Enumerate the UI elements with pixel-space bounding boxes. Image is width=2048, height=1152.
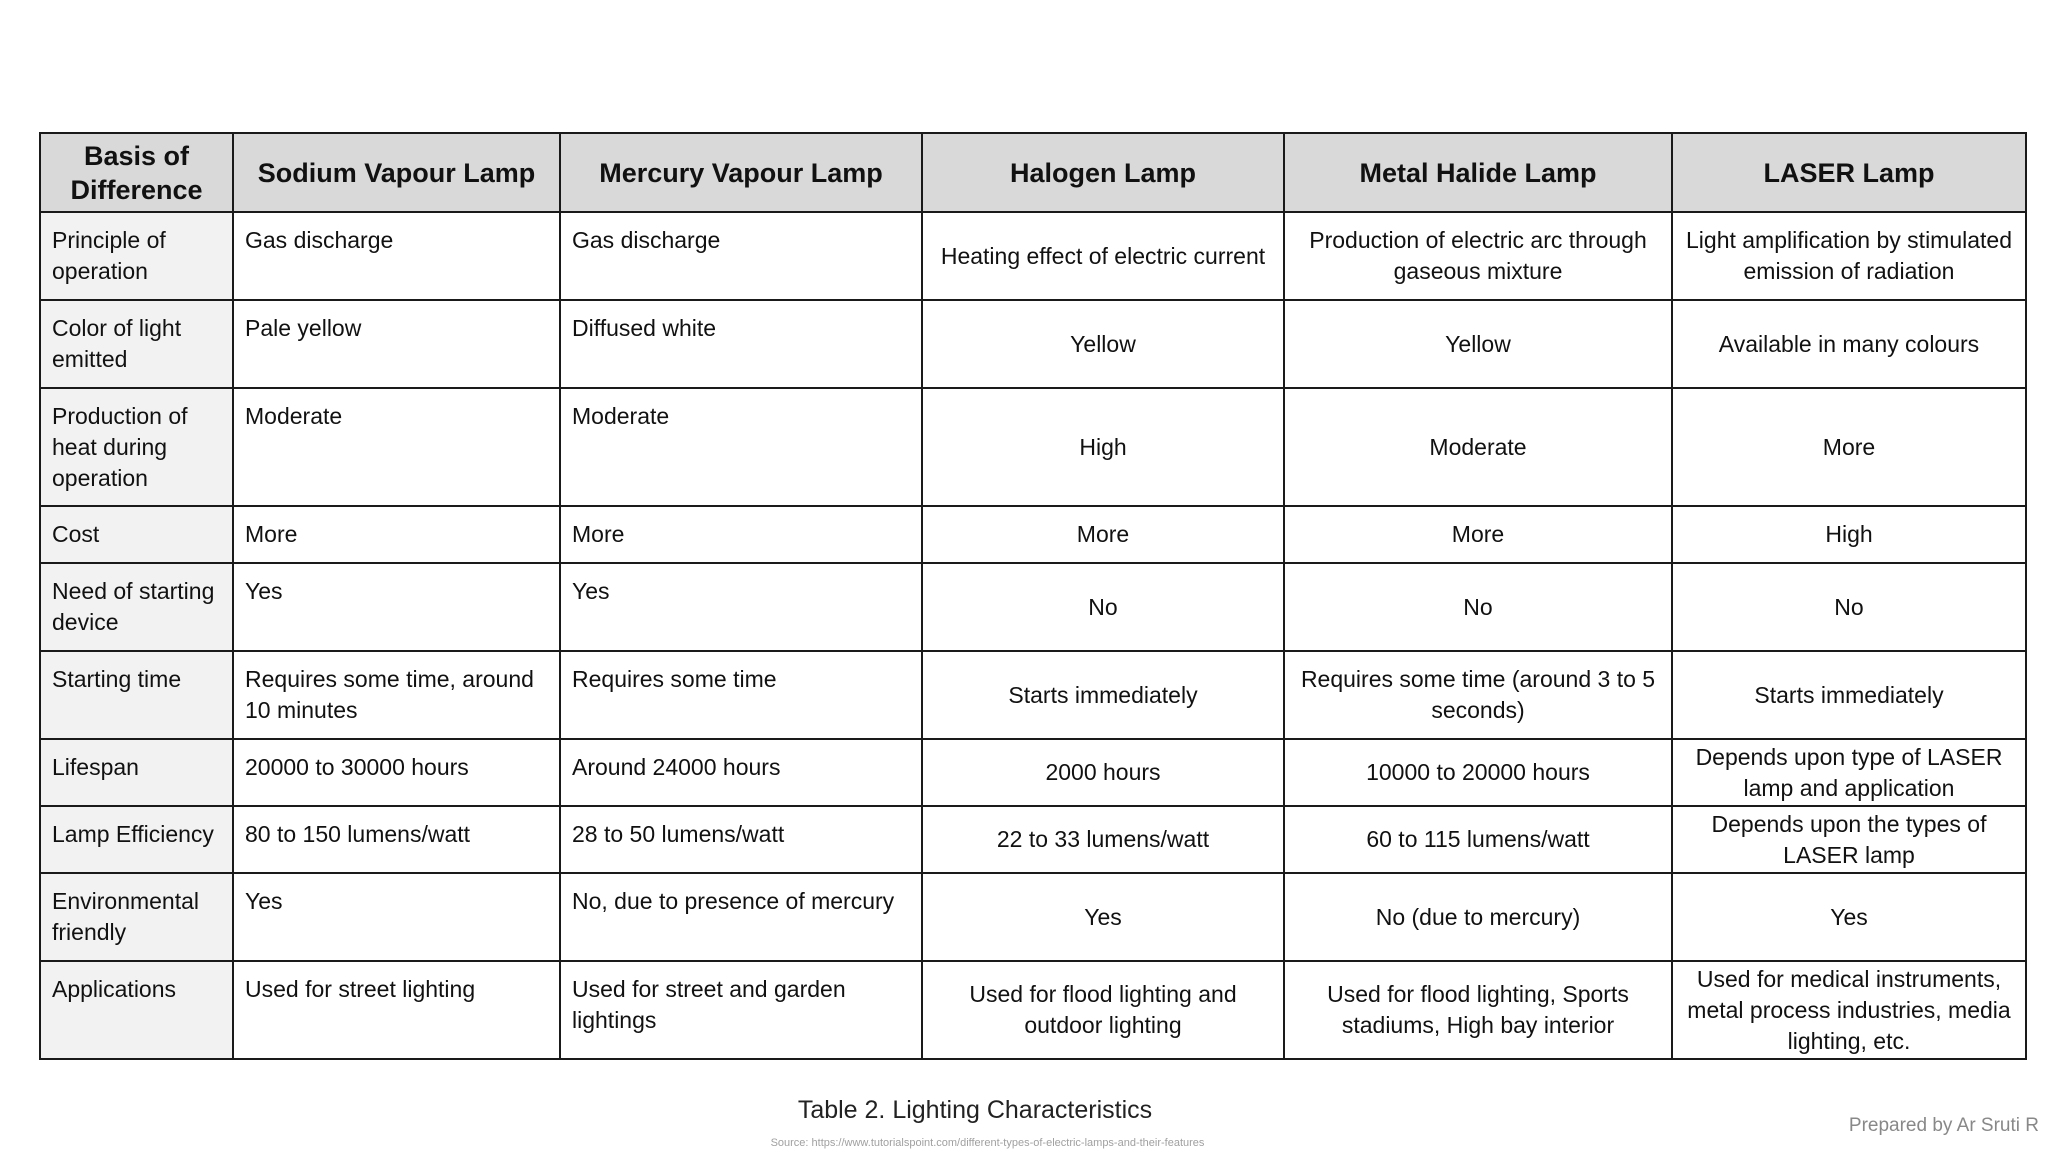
- row-label: Need of starting device: [40, 563, 233, 651]
- table-cell: No, due to presence of mercury: [560, 873, 922, 961]
- table-cell: More: [560, 506, 922, 563]
- table-cell: Yes: [233, 563, 560, 651]
- table-cell: No: [922, 563, 1284, 651]
- header-row: [40, 133, 2026, 212]
- table-cell: High: [922, 388, 1284, 506]
- table-cell: 28 to 50 lumens/watt: [560, 806, 922, 873]
- table-cell: Depends upon type of LASER lamp and application: [1672, 739, 2026, 806]
- table-cell: Used for flood lighting and outdoor lighting: [922, 961, 1284, 1059]
- table-row: [40, 506, 2026, 563]
- table-row: [40, 806, 2026, 873]
- table-cell: 20000 to 30000 hours: [233, 739, 560, 806]
- table-cell: Starts immediately: [922, 651, 1284, 739]
- table-cell: Diffused white: [560, 300, 922, 388]
- row-label: Lamp Efficiency: [40, 806, 233, 873]
- table-cell: Around 24000 hours: [560, 739, 922, 806]
- column-header: LASER Lamp: [1672, 133, 2026, 212]
- table-cell: 10000 to 20000 hours: [1284, 739, 1672, 806]
- table-cell: Yellow: [1284, 300, 1672, 388]
- column-header: Sodium Vapour Lamp: [233, 133, 560, 212]
- table-cell: Heating effect of electric current: [922, 212, 1284, 300]
- column-header: Basis of Difference: [40, 133, 233, 212]
- table-cell: Used for medical instruments, metal process industries, media lighting, etc.: [1672, 961, 2026, 1059]
- table-cell: Used for street and garden lightings: [560, 961, 922, 1059]
- table-caption: Table 2. Lighting Characteristics: [797, 1096, 1153, 1124]
- row-label: Production of heat during operation: [40, 388, 233, 506]
- table-cell: Requires some time, around 10 minutes: [233, 651, 560, 739]
- row-label: Starting time: [40, 651, 233, 739]
- table-cell: Starts immediately: [1672, 651, 2026, 739]
- source-note: Source: https://www.tutorialspoint.com/different-types-of-electric-lamps-and-their-features: [770, 1137, 1205, 1149]
- table-cell: Production of electric arc through gaseous mixture: [1284, 212, 1672, 300]
- table-row: [40, 388, 2026, 506]
- table-cell: Used for street lighting: [233, 961, 560, 1059]
- table-cell: No: [1284, 563, 1672, 651]
- table-row: [40, 212, 2026, 300]
- table-cell: Yes: [233, 873, 560, 961]
- table-row: [40, 651, 2026, 739]
- column-header: Metal Halide Lamp: [1284, 133, 1672, 212]
- row-label: Color of light emitted: [40, 300, 233, 388]
- author-credit: Prepared by Ar Sruti R: [1848, 1115, 2039, 1136]
- row-label: Applications: [40, 961, 233, 1059]
- table-row: [40, 873, 2026, 961]
- table-cell: Yes: [1672, 873, 2026, 961]
- column-header: Mercury Vapour Lamp: [560, 133, 922, 212]
- row-label: Lifespan: [40, 739, 233, 806]
- row-label: Environmental friendly: [40, 873, 233, 961]
- table-cell: Moderate: [233, 388, 560, 506]
- table-cell: Requires some time (around 3 to 5 seconds): [1284, 651, 1672, 739]
- table-body: [40, 212, 2026, 1059]
- table-cell: Light amplification by stimulated emission of radiation: [1672, 212, 2026, 300]
- table-row: [40, 300, 2026, 388]
- table-cell: High: [1672, 506, 2026, 563]
- table-cell: Pale yellow: [233, 300, 560, 388]
- column-header: Halogen Lamp: [922, 133, 1284, 212]
- table-cell: More: [922, 506, 1284, 563]
- table-cell: Requires some time: [560, 651, 922, 739]
- table-cell: More: [1284, 506, 1672, 563]
- table-cell: Yes: [560, 563, 922, 651]
- table-cell: Yes: [922, 873, 1284, 961]
- table-cell: 22 to 33 lumens/watt: [922, 806, 1284, 873]
- table-row: [40, 563, 2026, 651]
- table-cell: More: [1672, 388, 2026, 506]
- table-row: [40, 961, 2026, 1059]
- row-label: Principle of operation: [40, 212, 233, 300]
- table-cell: More: [233, 506, 560, 563]
- table-cell: Moderate: [560, 388, 922, 506]
- table-cell: Depends upon the types of LASER lamp: [1672, 806, 2026, 873]
- table-cell: Used for flood lighting, Sports stadiums, High bay interior: [1284, 961, 1672, 1059]
- table-cell: Yellow: [922, 300, 1284, 388]
- table-cell: Moderate: [1284, 388, 1672, 506]
- row-label: Cost: [40, 506, 233, 563]
- table-cell: Gas discharge: [233, 212, 560, 300]
- table-cell: 2000 hours: [922, 739, 1284, 806]
- table-cell: Available in many colours: [1672, 300, 2026, 388]
- table-row: [40, 739, 2026, 806]
- table-cell: Gas discharge: [560, 212, 922, 300]
- table-cell: No (due to mercury): [1284, 873, 1672, 961]
- lamp-comparison-table: [39, 132, 2027, 1060]
- table-cell: No: [1672, 563, 2026, 651]
- table-cell: 80 to 150 lumens/watt: [233, 806, 560, 873]
- table-cell: 60 to 115 lumens/watt: [1284, 806, 1672, 873]
